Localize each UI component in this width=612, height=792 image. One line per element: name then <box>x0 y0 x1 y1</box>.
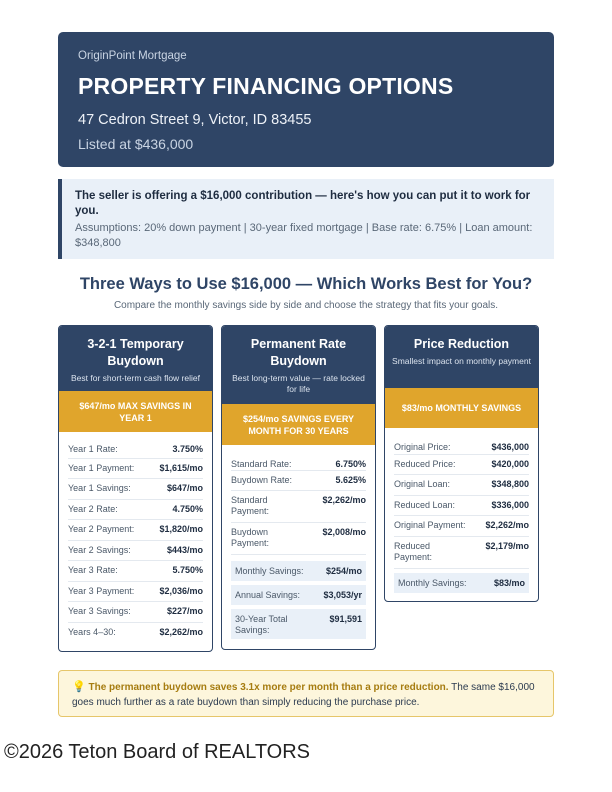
card-header <box>222 326 375 404</box>
row-label: Year 3 Rate: <box>68 565 118 575</box>
row-value: $336,000 <box>491 499 529 510</box>
row-value: $443/mo <box>166 544 203 555</box>
row-value: $348,800 <box>491 479 529 489</box>
row-label: Original Payment: <box>394 520 466 530</box>
row-value: $1,820/mo <box>159 524 203 534</box>
row-value: $2,008/mo <box>322 527 366 537</box>
card-header <box>385 326 538 388</box>
row-label: Buydown Payment: <box>231 527 270 548</box>
table-row <box>68 438 203 459</box>
offer-assumptions: Assumptions: 20% down payment | 30-year fixed mortgage | Base rate: 6.75% | Loan amount: $348,800 <box>75 222 533 249</box>
card-title: Permanent Rate Buydown <box>250 337 347 368</box>
row-value: $2,262/mo <box>322 495 366 505</box>
table-row-highlight <box>394 573 529 593</box>
brand-name: OriginPoint Mortgage <box>78 50 187 62</box>
row-value: $2,179/mo <box>485 540 529 551</box>
row-label: Year 3 Payment: <box>68 585 135 596</box>
row-label: Reduced Loan: <box>394 499 456 510</box>
table-row-highlight <box>231 561 366 581</box>
table-row <box>68 500 203 521</box>
table-row <box>68 582 203 603</box>
card-title: 3-2-1 Temporary Buydown <box>87 337 184 368</box>
savings-band: $83/mo MONTHLY SAVINGS <box>385 388 538 428</box>
row-label: Standard Rate: <box>231 459 292 469</box>
row-label: Year 1 Savings: <box>68 483 131 493</box>
row-value: 3.750% <box>172 444 203 454</box>
table-row <box>68 561 203 582</box>
row-label: Buydown Rate: <box>231 475 293 485</box>
table-row <box>231 451 366 471</box>
insight-callout <box>58 670 554 717</box>
table-row <box>231 491 366 523</box>
card-rows <box>222 445 375 649</box>
insight-highlight: The permanent buydown saves 3.1x more per month than a price reduction. <box>88 682 449 693</box>
row-value: $2,036/mo <box>159 585 203 596</box>
table-row <box>394 455 529 476</box>
seller-offer-callout <box>58 179 554 259</box>
row-label: Year 3 Savings: <box>68 606 131 616</box>
row-value: $83/mo <box>493 577 525 588</box>
table-row <box>68 520 203 541</box>
card-subtitle: Best for short-term cash flow relief <box>71 373 200 383</box>
table-row <box>68 479 203 500</box>
row-value: 5.750% <box>172 565 203 575</box>
table-row <box>68 623 203 644</box>
table-row <box>68 541 203 562</box>
row-label: Year 1 Payment: <box>68 462 135 473</box>
row-label: Year 2 Rate: <box>68 503 118 514</box>
table-row <box>68 602 203 623</box>
row-label: Standard Payment: <box>231 495 270 516</box>
section-title: Three Ways to Use $16,000 — Which Works Best for You? <box>79 275 533 293</box>
row-value: $2,262/mo <box>485 520 529 530</box>
row-label: Annual Savings: <box>235 590 301 600</box>
property-address: 47 Cedron Street 9, Victor, ID 83455 <box>78 112 312 128</box>
savings-band: $647/mo MAX SAVINGS IN YEAR 1 <box>59 391 212 432</box>
header-banner <box>58 32 554 167</box>
card-subtitle: Smallest impact on monthly payment <box>392 356 531 366</box>
section-subtitle: Compare the monthly savings side by side and choose the strategy that fits your goals. <box>113 300 499 311</box>
row-label: Reduced Payment: <box>394 540 433 562</box>
table-row <box>231 471 366 491</box>
table-row-highlight <box>231 585 366 605</box>
table-row <box>394 516 529 537</box>
table-row <box>394 496 529 517</box>
row-value: 5.625% <box>335 475 366 485</box>
card-price-reduction <box>384 325 539 602</box>
row-label: Original Loan: <box>394 479 451 489</box>
copyright-footer: ©2026 Teton Board of REALTORS <box>4 741 311 763</box>
row-label: Original Price: <box>394 442 451 452</box>
insight-text: The same $16,000 goes much further as a rate buydown than simply reducing the purchase price. <box>72 682 535 708</box>
row-value: $227/mo <box>166 606 203 616</box>
row-value: $436,000 <box>491 442 529 452</box>
row-value: $420,000 <box>491 458 529 469</box>
card-title: Price Reduction <box>413 337 510 351</box>
row-value: $3,053/yr <box>323 590 362 600</box>
savings-band: $254/mo SAVINGS EVERY MONTH FOR 30 YEARS <box>222 404 375 445</box>
row-label: Year 2 Payment: <box>68 524 135 534</box>
card-subtitle: Best long-term value — rate locked for life <box>232 373 365 394</box>
table-row <box>394 434 529 455</box>
row-label: Years 4–30: <box>68 626 116 637</box>
card-temporary-buydown <box>58 325 213 652</box>
table-row <box>394 475 529 496</box>
table-row-highlight <box>231 609 366 639</box>
row-value: $2,262/mo <box>159 626 203 637</box>
row-label: Monthly Savings: <box>235 566 304 576</box>
row-label: Year 1 Rate: <box>68 444 118 454</box>
table-row <box>231 523 366 555</box>
lightbulb-icon: 💡 <box>72 681 86 693</box>
row-value: $91,591 <box>329 614 362 624</box>
row-value: $647/mo <box>166 483 203 493</box>
row-label: Reduced Price: <box>394 458 456 469</box>
offer-headline: The seller is offering a $16,000 contribution — here's how you can put it to work for you. <box>75 190 531 217</box>
card-permanent-buydown <box>221 325 376 650</box>
page-title: PROPERTY FINANCING OPTIONS <box>78 73 454 99</box>
row-label: Year 2 Savings: <box>68 544 131 555</box>
row-value: $1,615/mo <box>159 462 203 473</box>
table-row <box>394 537 529 569</box>
row-label: Monthly Savings: <box>398 577 467 588</box>
card-rows <box>385 428 538 601</box>
row-label: 30-Year Total Savings: <box>235 614 288 635</box>
card-header <box>59 326 212 391</box>
listing-price: Listed at $436,000 <box>78 136 194 152</box>
card-rows <box>59 432 212 651</box>
row-value: $254/mo <box>325 566 362 576</box>
row-value: 4.750% <box>172 503 203 514</box>
row-value: 6.750% <box>335 459 366 469</box>
table-row <box>68 459 203 480</box>
